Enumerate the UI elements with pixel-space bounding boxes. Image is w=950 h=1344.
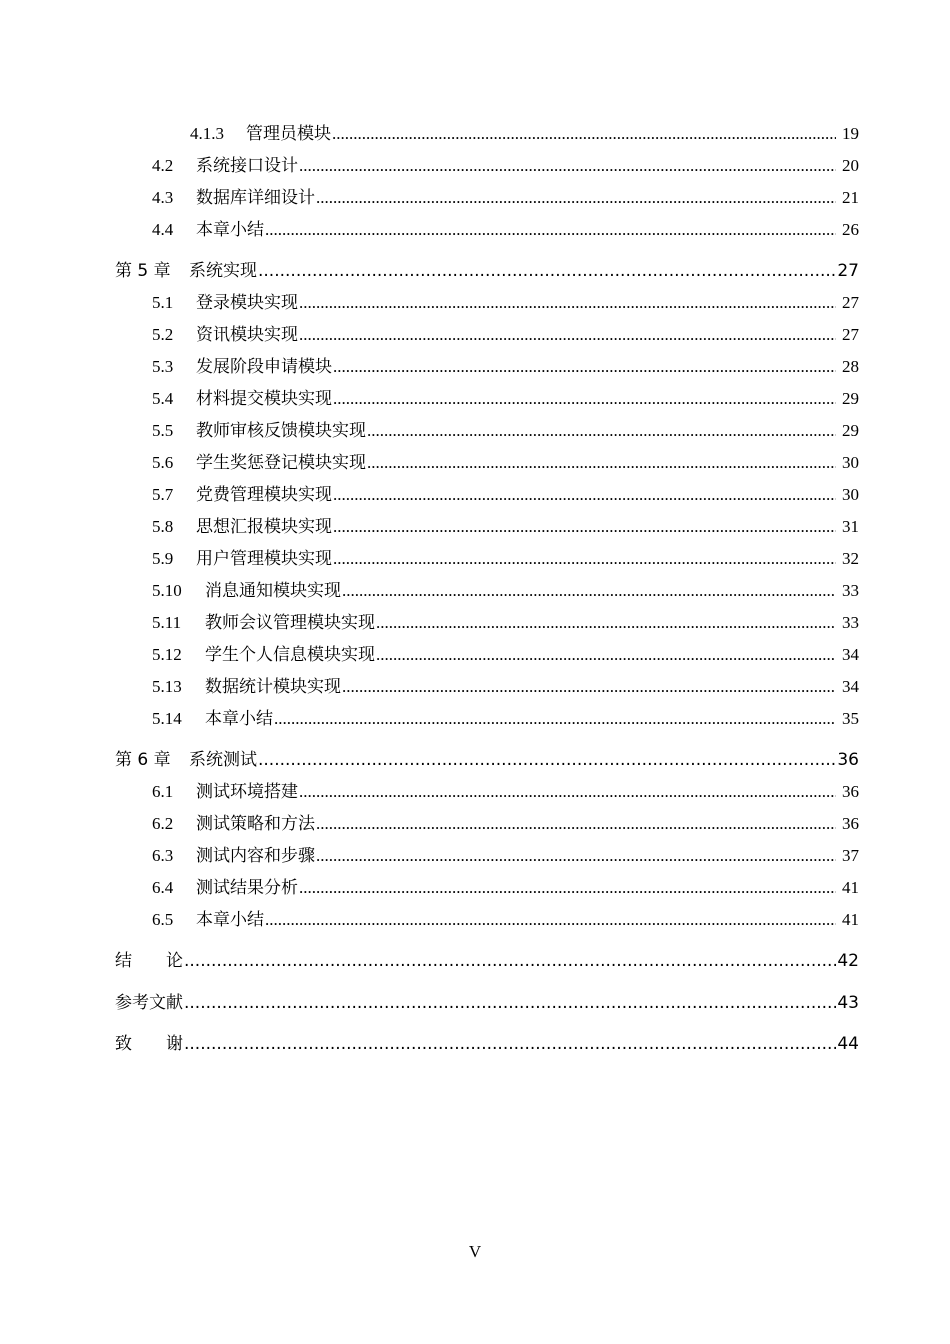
toc-entry[interactable] xyxy=(115,947,859,971)
toc-entry[interactable] xyxy=(152,321,859,345)
toc-entry-number: 5.8 xyxy=(152,517,174,536)
toc-entry-page: 36 xyxy=(842,782,859,801)
toc-entry-page: 36 xyxy=(837,750,859,770)
toc-entry-title: 测试内容和步骤 xyxy=(196,846,315,865)
toc-entry-title: 资讯模块实现 xyxy=(196,325,298,344)
toc-leader-dots xyxy=(265,910,836,930)
page-number-footer: V xyxy=(468,1242,482,1261)
toc-entry-page: 20 xyxy=(842,156,859,175)
toc-entry[interactable] xyxy=(152,810,859,834)
toc-entry-title: 系统测试 xyxy=(189,750,257,770)
toc-entry[interactable] xyxy=(152,289,859,313)
toc-entry-title: 党费管理模块实现 xyxy=(196,485,332,504)
toc-entry-page: 30 xyxy=(842,485,859,504)
toc-leader-dots xyxy=(299,293,836,313)
toc-entry[interactable] xyxy=(152,481,859,505)
toc-entry-page: 29 xyxy=(842,389,859,408)
toc-entry-title: 管理员模块 xyxy=(246,124,331,143)
toc-entry[interactable] xyxy=(152,385,859,409)
toc-entry[interactable] xyxy=(152,216,859,240)
toc-entry-number: 5.14 xyxy=(152,709,182,728)
toc-entry-page: 33 xyxy=(842,581,859,600)
toc-entry-page: 33 xyxy=(842,613,859,632)
toc-leader-dots xyxy=(367,421,836,441)
toc-leader-dots xyxy=(333,389,836,409)
toc-leader-dots xyxy=(376,613,836,633)
toc-entry[interactable] xyxy=(152,778,859,802)
toc-entry-number: 5.11 xyxy=(152,613,182,632)
toc-entry-page: 41 xyxy=(842,910,859,929)
toc-leader-dots xyxy=(333,517,836,537)
toc-entry-page: 43 xyxy=(837,993,859,1013)
toc-entry-number: 致 谢 xyxy=(115,1034,183,1054)
toc-entry[interactable] xyxy=(152,417,859,441)
toc-entry-title: 数据统计模块实现 xyxy=(205,677,341,696)
toc-entry-page: 31 xyxy=(842,517,859,536)
toc-entry-page: 26 xyxy=(842,220,859,239)
toc-entry[interactable] xyxy=(152,641,859,665)
toc-entry-number: 5.3 xyxy=(152,357,174,376)
toc-entry[interactable] xyxy=(152,184,859,208)
toc-entry[interactable] xyxy=(152,353,859,377)
toc-entry-title: 教师审核反馈模块实现 xyxy=(196,421,366,440)
toc-entry-number: 参考文献 xyxy=(115,993,183,1013)
toc-entry[interactable] xyxy=(152,449,859,473)
toc-entry-number: 5.2 xyxy=(152,325,174,344)
toc-leader-dots xyxy=(333,549,836,569)
toc-entry-number: 第 6 章 xyxy=(115,750,171,770)
toc-entry[interactable] xyxy=(115,1030,859,1054)
toc-entry-page: 27 xyxy=(842,293,859,312)
toc-entry-number: 6.5 xyxy=(152,910,174,929)
toc-entry-title: 测试结果分析 xyxy=(196,878,298,897)
toc-entry-page: 19 xyxy=(842,124,859,143)
toc-leader-dots xyxy=(299,782,836,802)
toc-entry-page: 36 xyxy=(842,814,859,833)
toc-leader-dots xyxy=(342,677,836,697)
toc-entry-page: 34 xyxy=(842,677,859,696)
toc-entry-page: 34 xyxy=(842,645,859,664)
toc-entry-title: 测试环境搭建 xyxy=(196,782,298,801)
toc-entry-number: 结 论 xyxy=(115,951,183,971)
toc-entry-title: 消息通知模块实现 xyxy=(205,581,341,600)
toc-entry-number: 5.4 xyxy=(152,389,174,408)
toc-entry-page: 41 xyxy=(842,878,859,897)
toc-entry-number: 5.13 xyxy=(152,677,182,696)
toc-entry-title: 测试策略和方法 xyxy=(196,814,315,833)
toc-entry-page: 37 xyxy=(842,846,859,865)
toc-entry[interactable] xyxy=(152,609,859,633)
toc-leader-dots xyxy=(342,581,836,601)
toc-entry[interactable] xyxy=(115,257,859,281)
toc-leader-dots xyxy=(265,220,836,240)
toc-entry-number: 5.7 xyxy=(152,485,174,504)
toc-entry-title: 本章小结 xyxy=(205,709,273,728)
toc-entry-page: 27 xyxy=(837,261,859,281)
toc-entry-title: 系统接口设计 xyxy=(196,156,298,175)
toc-leader-dots xyxy=(316,814,836,834)
toc-entry-title: 用户管理模块实现 xyxy=(196,549,332,568)
toc-entry-page: 29 xyxy=(842,421,859,440)
toc-leader-dots xyxy=(316,188,836,208)
toc-entry-title: 系统实现 xyxy=(189,261,257,281)
toc-entry-title: 思想汇报模块实现 xyxy=(196,517,332,536)
toc-entry-page: 28 xyxy=(842,357,859,376)
toc-entry-title: 材料提交模块实现 xyxy=(196,389,332,408)
toc-entry-number: 5.9 xyxy=(152,549,174,568)
toc-entry-number: 6.3 xyxy=(152,846,174,865)
toc-entry[interactable] xyxy=(115,989,859,1013)
toc-entry-page: 32 xyxy=(842,549,859,568)
toc-leader-dots xyxy=(184,993,836,1013)
toc-leader-dots xyxy=(258,750,836,770)
toc-entry-title: 教师会议管理模块实现 xyxy=(205,613,375,632)
toc-entry-title: 数据库详细设计 xyxy=(196,188,315,207)
toc-entry-number: 4.1.3 xyxy=(190,124,224,143)
toc-leader-dots xyxy=(333,485,836,505)
toc-entry[interactable] xyxy=(152,152,859,176)
toc-entry-title: 本章小结 xyxy=(196,220,264,239)
toc-entry-title: 本章小结 xyxy=(196,910,264,929)
toc-leader-dots xyxy=(184,951,836,971)
toc-entry-page: 42 xyxy=(837,951,859,971)
toc-entry[interactable] xyxy=(152,577,859,601)
toc-entry[interactable] xyxy=(152,545,859,569)
toc-leader-dots xyxy=(184,1034,836,1054)
toc-leader-dots xyxy=(299,156,836,176)
toc-entry-number: 6.4 xyxy=(152,878,174,897)
toc-leader-dots xyxy=(333,357,836,377)
toc-entry-page: 21 xyxy=(842,188,859,207)
toc-entry-title: 发展阶段申请模块 xyxy=(196,357,332,376)
toc-entry[interactable] xyxy=(190,120,859,144)
toc-entry-number: 5.5 xyxy=(152,421,174,440)
toc-entry-page: 44 xyxy=(837,1034,859,1054)
toc-entry-page: 35 xyxy=(842,709,859,728)
toc-entry-number: 第 5 章 xyxy=(115,261,171,281)
toc-entry-number: 4.3 xyxy=(152,188,174,207)
toc-leader-dots xyxy=(274,709,836,729)
toc-leader-dots xyxy=(332,124,836,144)
toc-entry[interactable] xyxy=(115,746,859,770)
toc-leader-dots xyxy=(299,878,836,898)
toc-entry-title: 学生奖惩登记模块实现 xyxy=(196,453,366,472)
toc-entry-page: 30 xyxy=(842,453,859,472)
toc-entry[interactable] xyxy=(152,906,859,930)
toc-leader-dots xyxy=(316,846,836,866)
toc-entry[interactable] xyxy=(152,705,859,729)
toc-entry-number: 4.4 xyxy=(152,220,174,239)
toc-entry-number: 5.10 xyxy=(152,581,182,600)
toc-entry-number: 5.12 xyxy=(152,645,182,664)
toc-leader-dots xyxy=(367,453,836,473)
toc-entry-number: 5.1 xyxy=(152,293,174,312)
toc-entry-number: 5.6 xyxy=(152,453,174,472)
toc-entry[interactable] xyxy=(152,874,859,898)
toc-entry-title: 登录模块实现 xyxy=(196,293,298,312)
toc-leader-dots xyxy=(376,645,836,665)
toc-leader-dots xyxy=(299,325,836,345)
toc-entry[interactable] xyxy=(152,842,859,866)
toc-entry[interactable] xyxy=(152,513,859,537)
toc-entry-page: 27 xyxy=(842,325,859,344)
toc-entry-title: 学生个人信息模块实现 xyxy=(205,645,375,664)
toc-entry-number: 6.2 xyxy=(152,814,174,833)
toc-entry-number: 4.2 xyxy=(152,156,174,175)
toc-entry[interactable] xyxy=(152,673,859,697)
toc-entry-number: 6.1 xyxy=(152,782,174,801)
toc-leader-dots xyxy=(258,261,836,281)
